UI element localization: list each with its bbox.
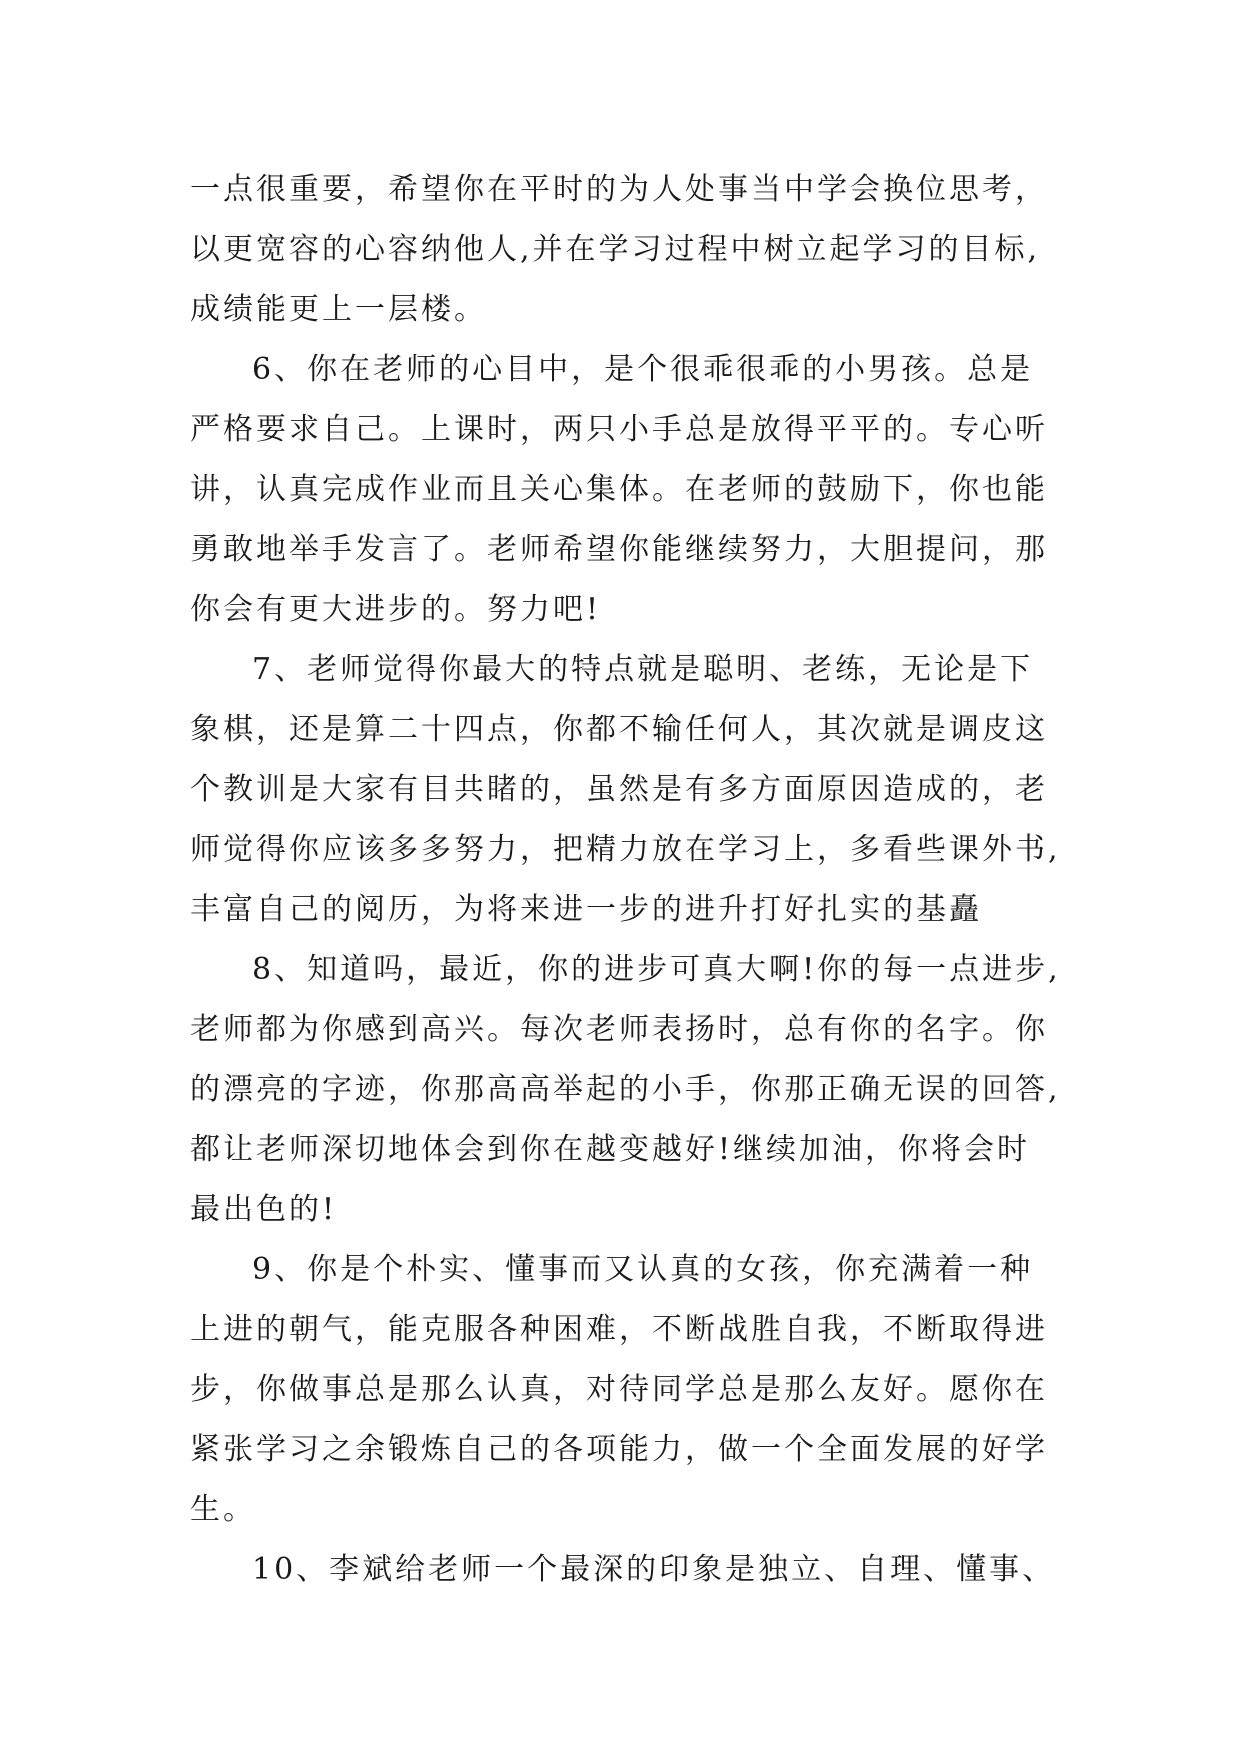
text-line: 讲，认真完成作业而且关心集体。在老师的鼓励下，你也能 [190, 472, 1048, 507]
text-line: 丰富自己的阅历，为将来进一步的进升打好扎实的基矗 [190, 892, 982, 927]
text-line: 一点很重要，希望你在平时的为人处事当中学会换位思考， [190, 172, 1048, 207]
text-line: 师觉得你应该多多努力，把精力放在学习上，多看些课外书, [190, 832, 1061, 867]
text-line: 10、李斌给老师一个最深的印象是独立、自理、懂事、 [252, 1552, 1056, 1587]
text-line: 上进的朝气，能克服各种困难，不断战胜自我，不断取得进 [190, 1312, 1048, 1347]
text-line: 生。 [190, 1492, 256, 1527]
text-line: 象棋，还是算二十四点，你都不输任何人，其次就是调皮这 [190, 712, 1048, 747]
text-line: 老师都为你感到高兴。每次老师表扬时，总有你的名字。你 [190, 1012, 1048, 1047]
text-line: 步，你做事总是那么认真，对待同学总是那么友好。愿你在 [190, 1372, 1048, 1407]
paragraph-9 [190, 1240, 1090, 1540]
text-line: 6、你在老师的心目中，是个很乖很乖的小男孩。总是 [252, 352, 1034, 387]
text-line: 8、知道吗，最近，你的进步可真大啊!你的每一点进步, [252, 952, 1061, 987]
paragraph-6 [190, 340, 1090, 640]
text-line: 勇敢地举手发言了。老师希望你能继续努力，大胆提问，那 [190, 532, 1048, 567]
document-body [190, 160, 1090, 1600]
text-line: 以更宽容的心容纳他人,并在学习过程中树立起学习的目标, [190, 232, 1041, 267]
text-line: 的漂亮的字迹，你那高高举起的小手，你那正确无误的回答, [190, 1072, 1061, 1107]
text-line: 严格要求自己。上课时，两只小手总是放得平平的。专心听 [190, 412, 1048, 447]
text-line: 最出色的! [190, 1192, 338, 1227]
text-line: 你会有更大进步的。努力吧! [190, 592, 602, 627]
paragraph-7 [190, 640, 1090, 940]
text-line: 成绩能更上一层楼。 [190, 292, 487, 327]
paragraph-1 [190, 160, 1090, 340]
text-line: 9、你是个朴实、懂事而又认真的女孩，你充满着一种 [252, 1252, 1034, 1287]
text-line: 7、老师觉得你最大的特点就是聪明、老练，无论是下 [252, 652, 1034, 687]
text-line: 个教训是大家有目共睹的，虽然是有多方面原因造成的，老 [190, 772, 1048, 807]
text-line: 紧张学习之余锻炼自己的各项能力，做一个全面发展的好学 [190, 1432, 1048, 1467]
text-line: 都让老师深切地体会到你在越变越好!继续加油，你将会时 [190, 1132, 1031, 1167]
paragraph-8 [190, 940, 1090, 1240]
paragraph-10 [190, 1540, 1090, 1600]
